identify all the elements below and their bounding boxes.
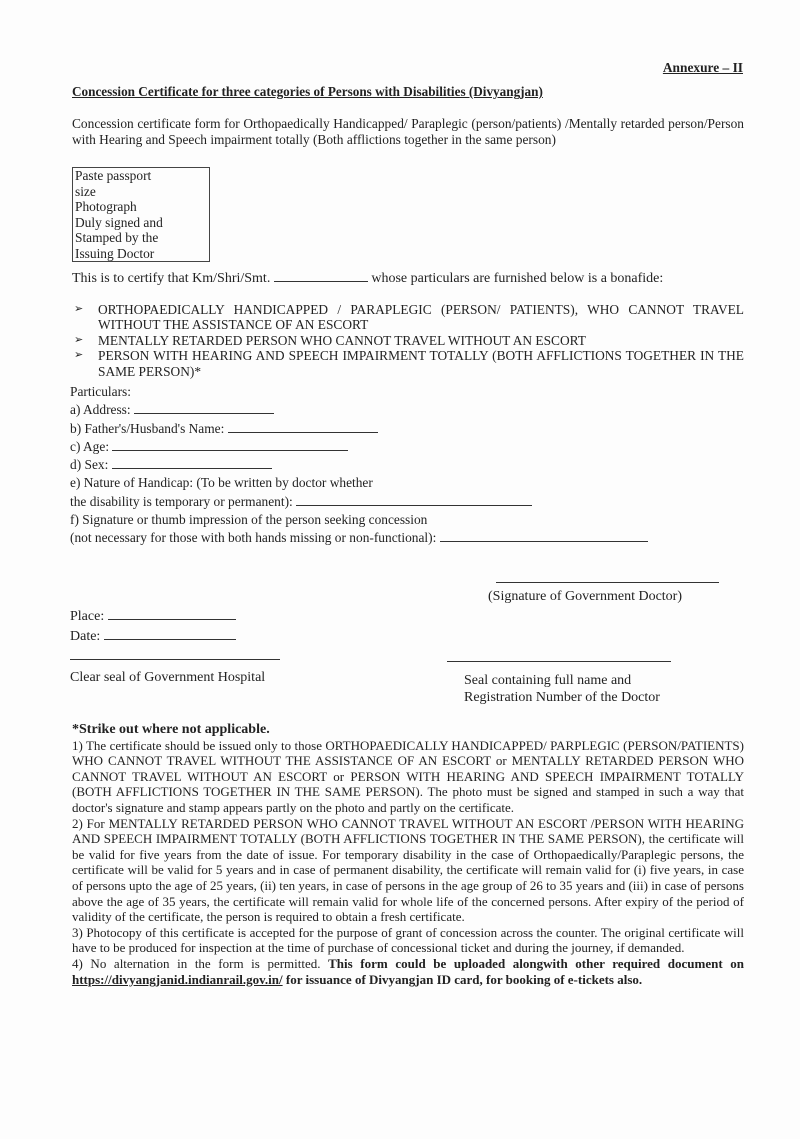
document-title: Concession Certificate for three categories of Persons with Disabilities (Divyangjan) [72, 84, 543, 99]
age-label: c) Age: [70, 438, 110, 454]
age-field[interactable] [112, 439, 348, 451]
doctor-seal-line-2: Registration Number of the Doctor [464, 690, 660, 705]
category-item: ➢ MENTALLY RETARDED PERSON WHO CANNOT TRAVEL WITHOUT AN ESCORT [72, 333, 744, 348]
nature-label: e) Nature of Handicap: (To be written by doctor whether [70, 475, 373, 491]
photo-box-line: Paste passport [75, 168, 152, 183]
photo-box-line: Issuing Doctor [75, 245, 155, 261]
signature-label: f) Signature or thumb impression of the person seeking concession [70, 512, 428, 528]
nature-label-cont: the disability is temporary or permanent): [70, 493, 293, 509]
signature-label-cont: (not necessary for those with both hands missing or non-functional): [70, 530, 437, 546]
annexure-label: Annexure – II [662, 60, 743, 75]
doctor-signature-label: (Signature of Government Doctor) [488, 589, 682, 604]
certify-suffix: whose particulars are furnished below is a bonafide: [371, 271, 664, 286]
notes-heading: *Strike out where not applicable. [72, 722, 270, 737]
divyangjan-portal-link[interactable]: https://divyangjanid.indianrail.gov.in/ [72, 971, 283, 987]
nature-field[interactable] [296, 494, 532, 506]
photo-box-line: Duly signed and [75, 214, 163, 230]
photo-box-line: size [75, 183, 96, 199]
doctor-seal-line [447, 661, 671, 662]
photo-placeholder-box [72, 167, 210, 262]
note-4-text: 4) No alternation in the form is permitted. [72, 955, 329, 971]
place-label: Place: [70, 609, 105, 624]
father-name-field[interactable] [228, 421, 378, 433]
place-field[interactable] [108, 608, 236, 620]
note-3: 3) Photocopy of this certificate is accepted for the purpose of grant of concession across the counter. The original certificate will have to be produced for inspection at the time of purchase of concessional ticket and during the journey, if demanded. [72, 924, 744, 956]
intro-paragraph: Concession certificate form for Orthopaedically Handicapped/ Paraplegic (person/patients) /Mentally retarded person/Person with Hearing and Speech impairment totally (Both afflictions together in the same person) [72, 116, 744, 147]
hospital-seal-line [70, 659, 280, 660]
note-4-bold: This form could be uploaded alongwith other required document on [328, 955, 744, 971]
sex-field[interactable] [112, 457, 272, 469]
note-1: 1) The certificate should be issued only to those ORTHOPAEDICALLY HANDICAPPED/ PARPLEGIC (PERSON/PATIENTS) WHO CANNOT TRAVEL WITHOUT THE ASSISTANCE OF AN ESCORT or MENTALLY RETARDED PERSON WHO CANNOT TRAVEL WITHOUT AN ESCORT or PERSON WITH HEARING AND SPEECH IMPAIRMENT TOTALLY (BOTH AFFLICTIONS TOGETHER IN THE SAME PERSON). The photo must be signed and stamped in such a way that doctor's signature and stamp appears partly on the photo and partly on the certificate. [72, 737, 744, 815]
note-4-end: for issuance of Divyangjan ID card, for booking of e-tickets also. [282, 971, 643, 987]
address-label: a) Address: [70, 402, 131, 418]
doctor-signature-line[interactable] [496, 582, 719, 583]
place-date-section [70, 607, 236, 647]
certify-statement [72, 270, 744, 287]
particulars-heading: Particulars: [70, 384, 131, 399]
sex-label: d) Sex: [70, 457, 109, 473]
certify-prefix: This is to certify that Km/Shri/Smt. [72, 271, 271, 286]
hospital-seal-label: Clear seal of Government Hospital [70, 670, 266, 685]
photo-box-line: Stamped by the [75, 230, 159, 245]
note-4 [72, 956, 744, 987]
category-list [72, 302, 744, 379]
category-item: ➢ ORTHOPAEDICALLY HANDICAPPED / PARAPLEGIC (PERSON/ PATIENTS), WHO CANNOT TRAVEL WITHOUT THE ASSISTANCE OF AN ESCORT [72, 302, 744, 333]
date-label: Date: [70, 629, 101, 644]
notes-section [72, 722, 744, 987]
category-item: ➢ PERSON WITH HEARING AND SPEECH IMPAIRMENT TOTALLY (BOTH AFFLICTIONS TOGETHER IN THE SAME PERSON)* [72, 348, 744, 379]
doctor-seal-line-1: Seal containing full name and [464, 673, 632, 688]
doctor-seal-label [464, 672, 660, 706]
date-field[interactable] [104, 628, 236, 640]
address-field[interactable] [134, 402, 274, 414]
name-blank[interactable] [274, 270, 368, 282]
father-name-label: b) Father's/Husband's Name: [70, 420, 225, 436]
note-2: 2) For MENTALLY RETARDED PERSON WHO CANNOT TRAVEL WITHOUT AN ESCORT /PERSON WITH HEARING AND SPEECH IMPAIRMENT TOTALLY (BOTH AFFLICTIONS TOGETHER IN THE SAME PERSON), the certificate will be valid for five years from the date of issue. For temporary disability in the case of Orthopaedically/Paraplegic persons, the certificate will be valid for 5 years and in case of permanent disability, the certificate will remain valid for (i) five years, in case of persons upto the age of 25 years, (ii) ten years, in case of persons in the age group of 26 to 35 years and (iii) in case of persons above the age of 35 years, the certificate will remain valid for whole life of the concerned persons. After expiry of the period of validity of the certificate, the person is required to obtain a fresh certificate. [72, 815, 744, 925]
particulars-section [70, 383, 648, 548]
signature-field[interactable] [440, 530, 648, 542]
photo-box-line: Photograph [75, 199, 137, 214]
